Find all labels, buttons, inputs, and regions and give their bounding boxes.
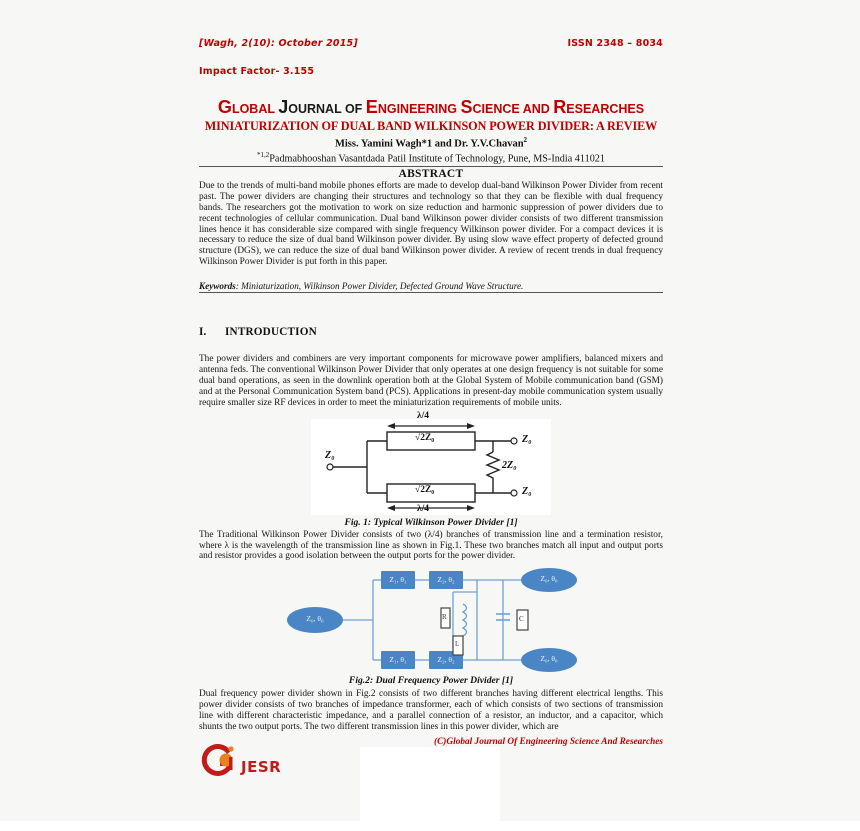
abstract-text: Due to the trends of multi-band mobile phones efforts are made to develop dual-band Wilkinson Power Divider from recent past. The power dividers are changing their structures and technology so that they can be flexible with dual frequency bands. The researchers got the motivation to work on size reduction and harmonic suppression of power dividers due to recent technologies of cellular communication. Dual band Wilkinson power divider consists of two different transmission lines hence it has considerable size compared with single frequency Wilkinson power divider. For a compact devices it is necessary to reduce the size of dual band Wilkinson power divider. By using slow wave effect property of defected ground structure (DGS), we can reduce the size of dual band Wilkinson power divider. A review of recent trends in dual frequency Wilkinson Power Divider is put forth in this paper.: [199, 180, 663, 268]
figure-2-label-top-line2: Z₂, θ₂: [437, 575, 455, 585]
journal-title-cap-3: S: [460, 97, 473, 117]
running-head: [199, 0, 663, 49]
logo-wordmark: JESR: [241, 758, 282, 777]
figure-2-label-bottom-line2: Z₂, θ₂: [437, 655, 455, 665]
figure-1-caption: Fig. 1: Typical Wilkinson Power Divider [1]: [344, 516, 518, 528]
section-heading-introduction: [199, 326, 663, 338]
journal-title-rest-1: OURNAL OF: [288, 102, 366, 116]
section-title: INTRODUCTION: [225, 326, 317, 339]
keywords-divider: [199, 292, 663, 293]
author-line: [199, 136, 663, 150]
affiliation-superscript: *1,2: [257, 150, 270, 159]
impact-factor: Impact Factor- 3.155: [199, 66, 315, 77]
journal-title: [199, 99, 663, 116]
figure-2-label-resistor: R: [442, 613, 447, 622]
figure-2-label-out-bottom: Z₀, θ₀: [540, 654, 558, 664]
figure-1-label-input-port: Z₀: [325, 449, 335, 461]
abstract-heading: ABSTRACT: [398, 167, 464, 180]
copyright-notice: (C)Global Journal Of Engineering Science And Researches: [434, 737, 663, 748]
figure-2-label-input-port: Z₀, θ₀: [306, 614, 324, 624]
paper-title: MINIATURIZATION OF DUAL BAND WILKINSON POWER DIVIDER: A REVIEW: [204, 119, 658, 133]
figure-2-label-bottom-line1: Z₁, θ₁: [389, 655, 407, 665]
figure-2-image: [281, 568, 581, 673]
document-content: [199, 0, 663, 821]
keywords-line: [199, 281, 663, 291]
section-number: I.: [199, 326, 207, 339]
introduction-paragraph: The power dividers and combiners are very important components for microwave power amplifiers, balanced mixers and antenna feds. The conventional Wilkinson Power Divider that only operates at one design frequency is not suitable for some dual band operations, as seen in the downlink operation both at the Global System of Mobile communication band (GSM) and at the Personal Communication System band (PCS). Applications in present-day mobile communication system usually require smaller size RF devices in order to meet the miniaturization requirements of mobile units.: [199, 354, 663, 408]
figure-2-label-top-line1: Z₁, θ₁: [389, 575, 407, 585]
figure-2-label-out-top: Z₀, θ₀: [540, 574, 558, 584]
journal-title-rest-4: ESEARCHES: [566, 102, 645, 116]
figure-1-image: [311, 410, 551, 515]
journal-title-cap-2: E: [365, 97, 378, 117]
keywords-label: Keywords: [199, 281, 236, 292]
figure-2-caption: Fig.2: Dual Frequency Power Divider [1]: [348, 675, 514, 687]
figure-1-label-resistor: 2Z₀: [502, 459, 517, 471]
journal-title-cap-0: G: [217, 97, 232, 117]
journal-title-cap-4: R: [553, 97, 567, 117]
journal-title-rest-3: CIENCE AND: [472, 102, 554, 116]
footer-blank-box: [360, 747, 500, 831]
figure-2-description: Dual frequency power divider shown in Fig.2 consists of two different branches having different electrical lengths. This power divider consists of two branches of impedance transformer, each of which consists of two sections of transmission line with different characteristic impedance, and a parallel connection of a resistor, an inductor, and a capacitor, which shunts the two output ports. The two different transmission lines in this power divider, which are: [199, 689, 663, 733]
journal-title-rest-0: LOBAL: [231, 102, 279, 116]
keywords-text: : Miniaturization, Wilkinson Power Divider, Defected Ground Wave Structure.: [235, 281, 524, 292]
figure-1-label-out-bottom: Z₀: [522, 485, 532, 497]
journal-title-rest-2: NGINEERING: [377, 102, 461, 116]
figure-1-description: The Traditional Wilkinson Power Divider consists of two (λ/4) branches of transmission line and a termination resistor, where λ is the wavelength of the transmission line as shown in Fig.1. These two branches match all input and output ports and resistor provides a good isolation between the output ports for the power divider.: [199, 529, 663, 562]
figure-2-label-capacitor: C: [519, 615, 524, 624]
figure-1-label-top-lambda: λ/4: [417, 410, 430, 421]
header-divider: [199, 166, 663, 167]
figure-1-label-bottom-lambda: λ/4: [417, 503, 430, 514]
affiliation-line: [199, 151, 663, 164]
figure-1-label-top-branch: √2Z₀: [415, 432, 435, 443]
gjesr-logo: [201, 743, 289, 777]
running-head-issn: ISSN 2348 – 8034: [567, 38, 663, 49]
figure-1-container: [199, 410, 663, 515]
author-names: Miss. Yamini Wagh*1 and Dr. Y.V.Chavan: [334, 138, 524, 150]
figure-1-label-bottom-branch: √2Z₀: [415, 484, 435, 495]
affiliation-text: Padmabhooshan Vasantdada Patil Institute of Technology, Pune, MS-India 411021: [269, 152, 605, 164]
figure-1-label-out-top: Z₀: [522, 433, 532, 445]
running-head-left: [Wagh, 2(10): October 2015]: [199, 38, 358, 49]
journal-title-cap-1: J: [278, 97, 289, 117]
page-footer: [199, 735, 663, 831]
figure-2-container: [199, 568, 663, 673]
figure-2-label-inductor: L: [455, 640, 460, 649]
author-superscript: 2: [523, 136, 528, 144]
